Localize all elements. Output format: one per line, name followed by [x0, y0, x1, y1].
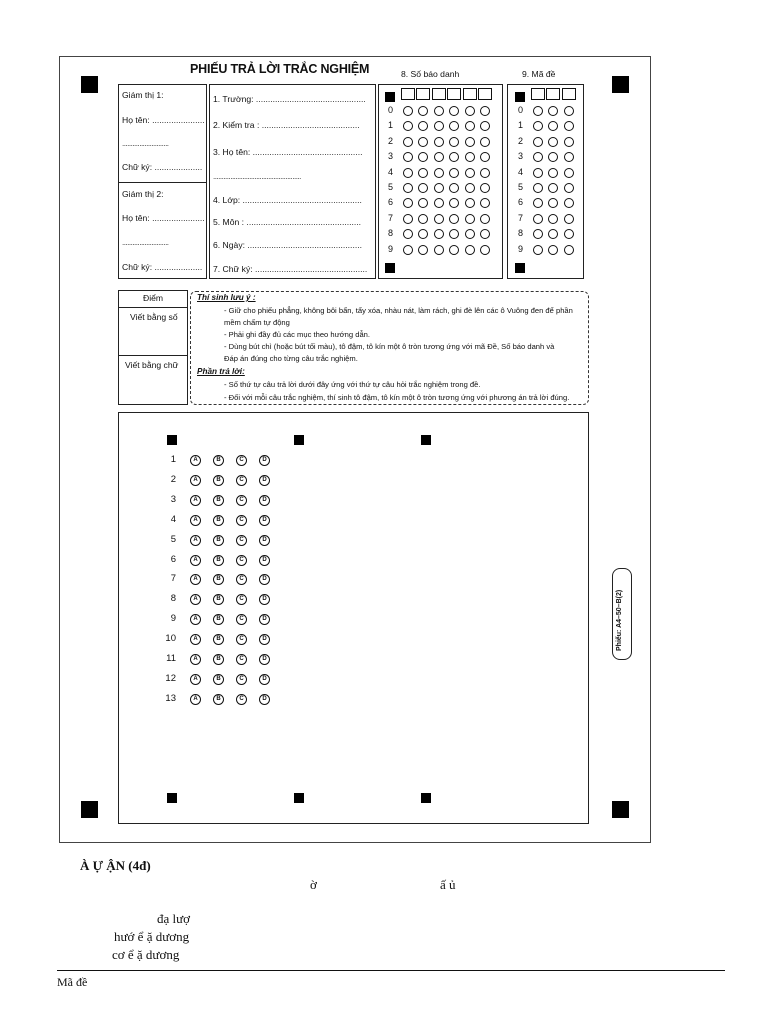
answer-bubble[interactable]: C: [236, 535, 247, 546]
answer-bubble[interactable]: D: [259, 594, 270, 605]
digit-label: 4: [518, 166, 524, 177]
doc-fragment: ấ ủ: [440, 877, 456, 892]
proctor-box: [118, 84, 207, 279]
proctor-2-line: ...........................: [122, 238, 169, 247]
so-bao-danh-label: 8. Số báo danh: [401, 69, 460, 79]
digit-bubble[interactable]: [480, 183, 490, 193]
write-cell[interactable]: [562, 88, 576, 100]
answer-bubble[interactable]: C: [236, 594, 247, 605]
digit-bubble[interactable]: [533, 106, 543, 116]
question-number: 5: [170, 533, 176, 545]
answer-bubble[interactable]: A: [190, 594, 201, 605]
answer-bubble[interactable]: A: [190, 535, 201, 546]
instructions-title: Thí sinh lưu ý :: [197, 293, 256, 302]
score-label: Điểm: [143, 293, 164, 303]
digit-label: 5: [388, 182, 394, 192]
corner-mark-top-right: [612, 76, 629, 93]
digit-label: 2: [388, 135, 394, 146]
answer-bubble[interactable]: D: [259, 535, 270, 546]
field-school[interactable]: 1. Trường: ..............................................: [213, 94, 366, 104]
answer-bubble[interactable]: C: [236, 574, 247, 585]
question-number: 7: [170, 573, 176, 585]
digit-bubble[interactable]: [564, 214, 574, 224]
answer-bubble[interactable]: B: [213, 574, 224, 585]
digit-label: 1: [518, 120, 524, 131]
digit-bubble[interactable]: [434, 106, 444, 116]
section-heading: À Ự ẬN (4đ): [80, 858, 151, 873]
digit-label: 8: [388, 228, 394, 239]
answer-bubble[interactable]: D: [259, 475, 270, 486]
doc-fragment: ờ: [310, 877, 317, 892]
answer-bubble[interactable]: A: [190, 495, 201, 506]
answer-bubble[interactable]: D: [259, 634, 270, 645]
question-number: 2: [170, 473, 176, 485]
score-box: [118, 290, 188, 405]
answer-bubble[interactable]: B: [213, 674, 224, 685]
answer-bubble[interactable]: A: [190, 555, 201, 566]
digit-bubble[interactable]: [465, 183, 475, 193]
score-number-label: Viết bằng số: [130, 312, 178, 322]
answer-instruction-line: - Đối với mỗi câu trắc nghiệm, thí sinh tô đậm, tô kín một ô tròn tương ứng với phương án trả lời đúng.: [224, 393, 570, 402]
answer-bubble[interactable]: A: [190, 515, 201, 526]
digit-bubble[interactable]: [480, 168, 490, 178]
write-cell[interactable]: [531, 88, 545, 100]
answer-bubble[interactable]: C: [236, 475, 247, 486]
instruction-line: Đáp án đúng cho từng câu trắc nghiệm.: [224, 354, 358, 363]
instruction-line: - Giữ cho phiếu phẳng, không bôi bẩn, tẩy xóa, nhàu nát, làm rách, ghi đè lên các ô Vuông đen để phần: [224, 306, 573, 315]
answer-bubble[interactable]: A: [190, 614, 201, 625]
digit-bubble[interactable]: [465, 229, 475, 239]
digit-bubble[interactable]: [465, 106, 475, 116]
instruction-line: - Dùng bút chì (hoặc bút tối màu), tô đậm, tô kín một ô tròn tương ứng với mã Đề, Số báo danh và: [224, 342, 555, 351]
answer-section-title: Phần trả lời:: [197, 367, 245, 376]
digit-label: 5: [518, 182, 524, 192]
field-name-line2: ...................................................: [213, 172, 301, 181]
answer-bubble[interactable]: A: [190, 694, 201, 705]
digit-bubble[interactable]: [533, 183, 543, 193]
answer-bubble[interactable]: A: [190, 455, 201, 466]
answer-instruction-line: - Số thứ tự câu trả lời dưới đây ứng với thứ tự câu hỏi trắc nghiệm trong đề.: [224, 380, 481, 389]
digit-label: 8: [518, 228, 524, 239]
digit-bubble[interactable]: [465, 245, 475, 255]
answer-mark-bottom-2: [294, 793, 304, 803]
answer-bubble[interactable]: B: [213, 535, 224, 546]
proctor-2-name[interactable]: Họ tên: ......................: [122, 213, 205, 223]
digit-bubble[interactable]: [418, 245, 428, 255]
sheet-title: PHIẾU TRẢ LỜI TRẮC NGHIỆM: [190, 62, 370, 76]
answer-bubble[interactable]: D: [259, 515, 270, 526]
digit-bubble[interactable]: [403, 168, 413, 178]
answer-bubble[interactable]: D: [259, 674, 270, 685]
digit-bubble[interactable]: [564, 183, 574, 193]
answer-bubble[interactable]: C: [236, 634, 247, 645]
digit-bubble[interactable]: [465, 214, 475, 224]
ma-de-label: 9. Mã đề: [522, 69, 556, 79]
doc-fragment: cơ ể ặ dương: [112, 947, 180, 962]
ma-de-mark-top: [515, 92, 525, 102]
digit-bubble[interactable]: [465, 198, 475, 208]
answer-bubble[interactable]: D: [259, 574, 270, 585]
corner-mark-bottom-left: [81, 801, 98, 818]
answer-bubble[interactable]: B: [213, 634, 224, 645]
digit-bubble[interactable]: [533, 168, 543, 178]
answer-bubble[interactable]: C: [236, 555, 247, 566]
write-cell[interactable]: [432, 88, 446, 100]
digit-label: 7: [388, 212, 394, 223]
digit-bubble[interactable]: [403, 245, 413, 255]
digit-bubble[interactable]: [449, 168, 459, 178]
instructions-box: [190, 291, 589, 405]
answer-mark-bottom-3: [421, 793, 431, 803]
digit-label: 2: [518, 135, 524, 146]
proctor-1-line: ...........................: [122, 139, 169, 148]
digit-bubble[interactable]: [449, 245, 459, 255]
digit-bubble[interactable]: [533, 137, 543, 147]
digit-bubble[interactable]: [480, 137, 490, 147]
doc-fragment: đạ lượ: [157, 911, 191, 926]
field-exam[interactable]: 2. Kiểm tra : .........................................: [213, 120, 360, 130]
score-words-label: Viết bằng chữ: [125, 360, 179, 370]
question-number: 6: [170, 553, 176, 565]
answer-bubble[interactable]: A: [190, 475, 201, 486]
digit-label: 0: [388, 105, 394, 115]
digit-bubble[interactable]: [533, 245, 543, 255]
write-cell[interactable]: [416, 88, 430, 100]
digit-bubble[interactable]: [449, 214, 459, 224]
answer-bubble[interactable]: B: [213, 455, 224, 466]
answer-mark-bottom-1: [167, 793, 177, 803]
form-code-tab: [612, 568, 632, 660]
field-name[interactable]: 3. Họ tên: ..............................................: [213, 147, 363, 157]
answer-bubble[interactable]: C: [236, 495, 247, 506]
write-cell[interactable]: [478, 88, 492, 100]
answer-mark-top-2: [294, 435, 304, 445]
answer-area: [118, 412, 589, 824]
digit-bubble[interactable]: [434, 245, 444, 255]
digit-bubble[interactable]: [548, 168, 558, 178]
corner-mark-bottom-right: [612, 801, 629, 818]
digit-bubble[interactable]: [564, 229, 574, 239]
digit-bubble[interactable]: [449, 137, 459, 147]
question-number: 4: [170, 513, 176, 525]
digit-label: 0: [518, 105, 524, 115]
field-signature[interactable]: 7. Chữ ký: ...............................................: [213, 264, 368, 274]
digit-bubble[interactable]: [403, 183, 413, 193]
digit-bubble[interactable]: [434, 137, 444, 147]
question-number: 13: [165, 692, 176, 704]
digit-bubble[interactable]: [564, 106, 574, 116]
digit-bubble[interactable]: [480, 214, 490, 224]
digit-bubble[interactable]: [434, 183, 444, 193]
answer-bubble[interactable]: D: [259, 495, 270, 506]
question-number: 12: [165, 672, 176, 684]
digit-bubble[interactable]: [564, 152, 574, 162]
digit-bubble[interactable]: [418, 168, 428, 178]
corner-mark-top-left: [81, 76, 98, 93]
instruction-line: - Phải ghi đầy đủ các mục theo hướng dẫn.: [224, 330, 370, 339]
answer-mark-top-1: [167, 435, 177, 445]
digit-bubble[interactable]: [434, 152, 444, 162]
question-number: 11: [166, 653, 176, 664]
answer-bubble[interactable]: C: [236, 515, 247, 526]
digit-label: 4: [388, 166, 394, 177]
digit-bubble[interactable]: [434, 229, 444, 239]
answer-bubble[interactable]: A: [190, 634, 201, 645]
answer-bubble[interactable]: B: [213, 555, 224, 566]
digit-label: 9: [518, 243, 524, 254]
digit-bubble[interactable]: [480, 245, 490, 255]
doc-fragment: hướ ể ặ dương: [114, 929, 190, 944]
digit-bubble[interactable]: [564, 137, 574, 147]
digit-label: 6: [388, 197, 394, 208]
footer-exam-code: Mã đề: [57, 975, 88, 989]
question-number: 9: [170, 613, 176, 625]
answer-bubble[interactable]: D: [259, 694, 270, 705]
digit-bubble[interactable]: [434, 214, 444, 224]
digit-bubble[interactable]: [533, 214, 543, 224]
answer-bubble[interactable]: A: [190, 674, 201, 685]
question-number: 3: [170, 493, 176, 505]
write-cell[interactable]: [463, 88, 477, 100]
digit-label: 1: [388, 120, 394, 131]
answer-bubble[interactable]: D: [259, 555, 270, 566]
answer-bubble[interactable]: B: [213, 614, 224, 625]
digit-bubble[interactable]: [465, 168, 475, 178]
digit-bubble[interactable]: [548, 245, 558, 255]
digit-bubble[interactable]: [403, 106, 413, 116]
answer-bubble[interactable]: B: [213, 495, 224, 506]
proctor-1-label: Giám thị 1:: [122, 90, 164, 100]
digit-label: 6: [518, 197, 524, 208]
answer-bubble[interactable]: A: [190, 654, 201, 665]
answer-bubble[interactable]: C: [236, 654, 247, 665]
proctor-1-name[interactable]: Họ tên: ......................: [122, 115, 205, 125]
answer-bubble[interactable]: D: [259, 614, 270, 625]
answer-bubble[interactable]: C: [236, 694, 247, 705]
question-number: 1: [170, 454, 176, 465]
field-date[interactable]: 6. Ngày: ................................................: [213, 240, 362, 250]
answer-mark-top-3: [421, 435, 431, 445]
digit-bubble[interactable]: [465, 137, 475, 147]
answer-bubble[interactable]: A: [190, 574, 201, 585]
digit-bubble[interactable]: [403, 214, 413, 224]
answer-bubble[interactable]: B: [213, 475, 224, 486]
proctor-2-label: Giám thị 2:: [122, 189, 164, 199]
write-cell[interactable]: [546, 88, 560, 100]
question-number: 8: [170, 593, 176, 605]
write-cell[interactable]: [447, 88, 461, 100]
answer-bubble[interactable]: D: [259, 455, 270, 466]
digit-label: 9: [388, 243, 394, 254]
answer-bubble[interactable]: B: [213, 594, 224, 605]
digit-bubble[interactable]: [480, 106, 490, 116]
answer-bubble[interactable]: C: [236, 674, 247, 685]
digit-bubble[interactable]: [564, 245, 574, 255]
answer-bubble[interactable]: C: [236, 455, 247, 466]
form-code: Phiếu: A4–50–B(2): [616, 589, 623, 651]
digit-bubble[interactable]: [403, 137, 413, 147]
digit-label: 3: [518, 151, 524, 162]
digit-label: 7: [518, 212, 524, 223]
answer-bubble[interactable]: B: [213, 654, 224, 665]
answer-bubble[interactable]: D: [259, 654, 270, 665]
field-subject[interactable]: 5. Môn : ................................................: [213, 217, 362, 227]
answer-bubble[interactable]: C: [236, 614, 247, 625]
digit-bubble[interactable]: [465, 121, 475, 131]
digit-bubble[interactable]: [434, 168, 444, 178]
answer-bubble[interactable]: B: [213, 515, 224, 526]
ma-de-mark-bottom: [515, 263, 525, 273]
proctor-2-signature[interactable]: Chữ ký: ....................: [122, 262, 203, 272]
proctor-1-signature[interactable]: Chữ ký: ....................: [122, 162, 203, 172]
sbd-mark-top: [385, 92, 395, 102]
answer-bubble[interactable]: B: [213, 694, 224, 705]
instruction-line: mềm chấm tự động: [224, 318, 290, 327]
digit-bubble[interactable]: [564, 168, 574, 178]
question-number: 10: [165, 633, 176, 645]
field-class[interactable]: 4. Lớp: ..................................................: [213, 195, 362, 205]
digit-bubble[interactable]: [465, 152, 475, 162]
digit-label: 3: [388, 151, 394, 162]
sbd-mark-bottom: [385, 263, 395, 273]
write-cell[interactable]: [401, 88, 415, 100]
footer-rule: [57, 970, 725, 971]
